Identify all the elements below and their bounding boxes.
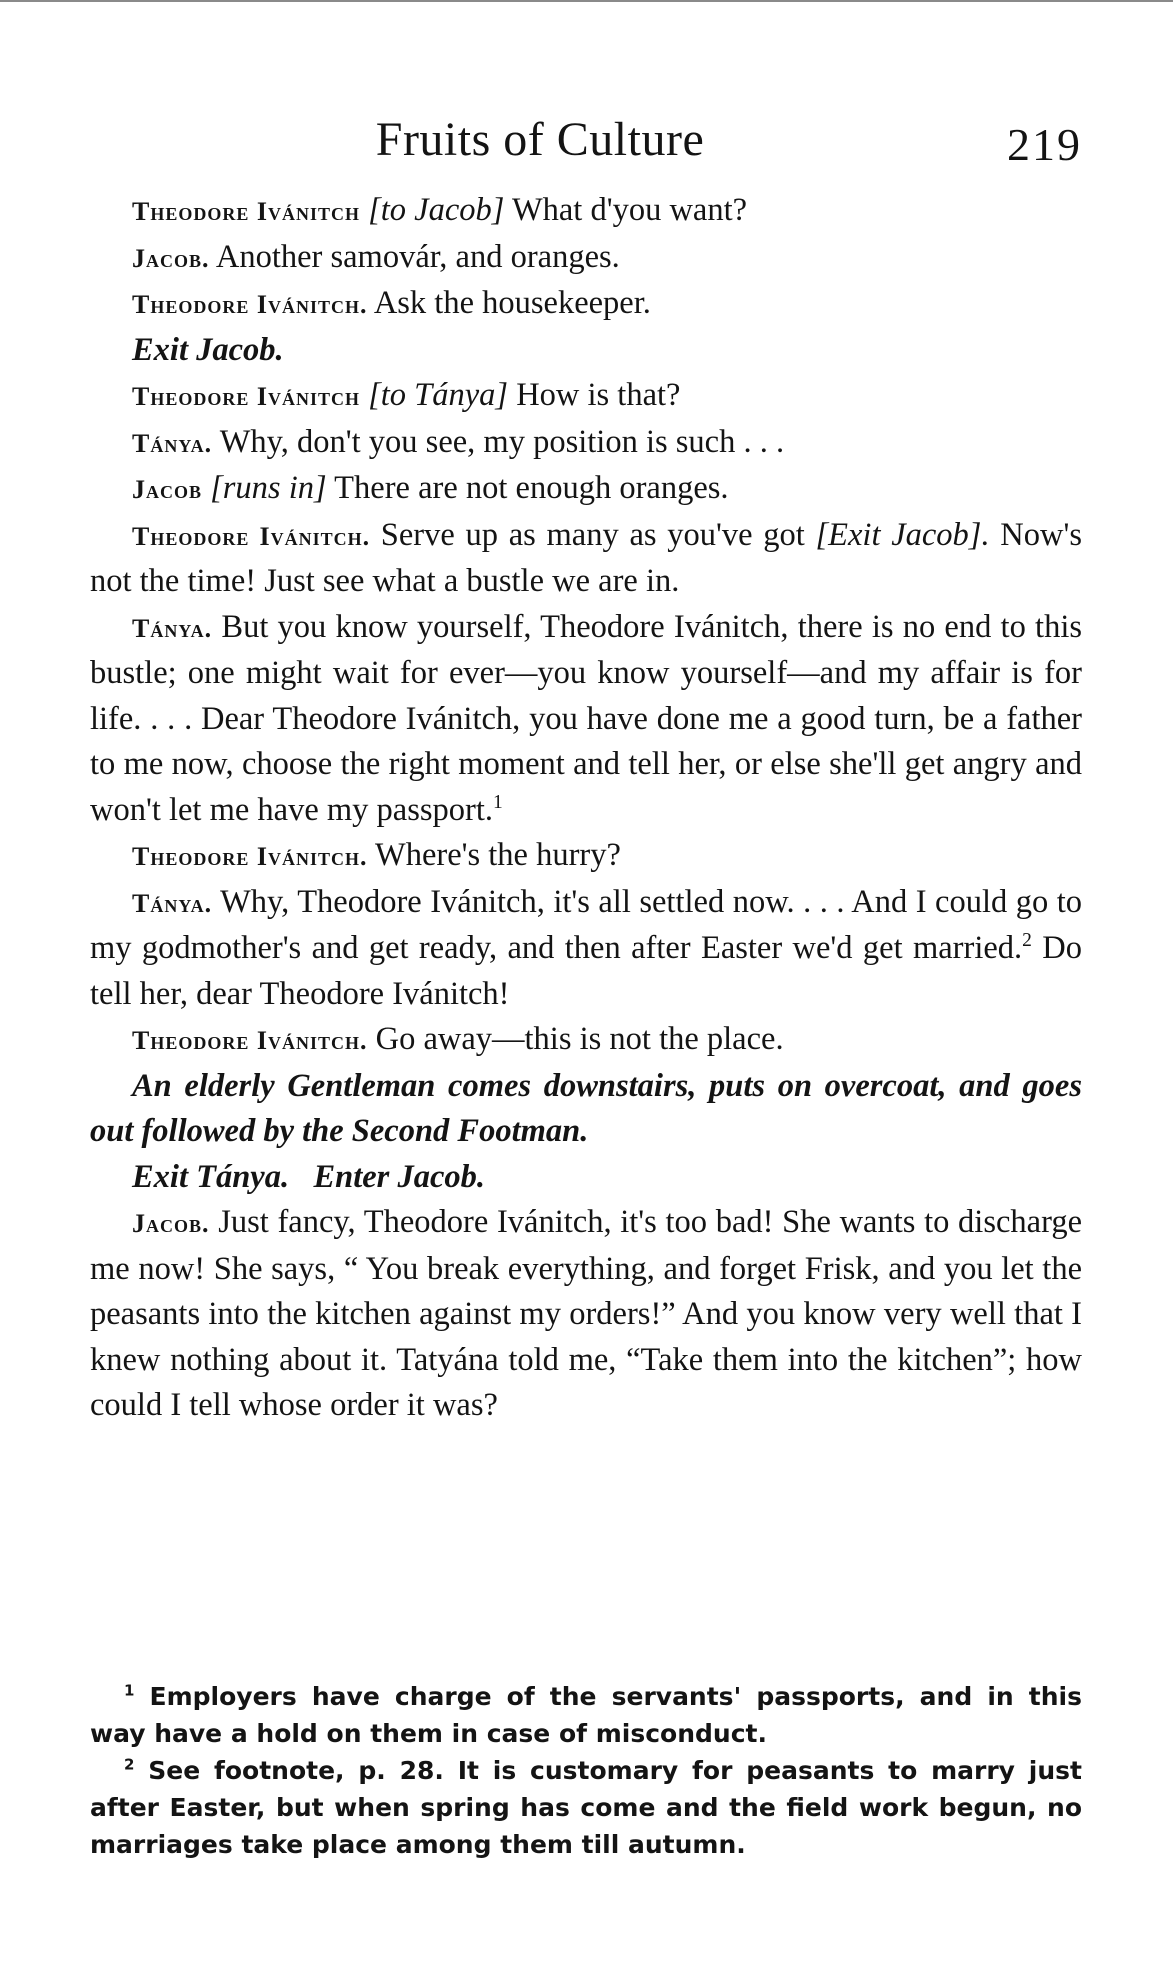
- stage-direction: [to Jacob]: [368, 192, 505, 228]
- footnote-text: See footnote, p. 28. It is customary for peasants to marry just after Easter, but when spring has come and the field work begun, no marriages take place among them till autumn.: [90, 1756, 1082, 1859]
- speaker-name: Theodore Ivánitch.: [132, 842, 368, 871]
- stage-direction-line: [90, 1064, 1082, 1155]
- speech-line: [90, 880, 1082, 1018]
- stage-direction: An elderly Gentleman comes downstairs, puts on overcoat, and goes out followed by the Second Footman.: [90, 1067, 1082, 1149]
- page-number: 219: [1007, 119, 1082, 170]
- speech-text: Now's not the time! Just see what a bustle we are in.: [90, 516, 1082, 599]
- speech-text: Just fancy, Theodore Ivánitch, it's too bad! She wants to discharge me now! She says, “ You break everything, and forget Frisk, and you let the peasants into the kitchen against my orders!” And you know very well that I knew nothing about it. Tatyána told me, “Take them into the kitchen”; how could I tell whose order it was?: [90, 1204, 1082, 1423]
- speaker-name: Tánya.: [132, 613, 213, 643]
- speech-line: [90, 513, 1082, 605]
- speech-line: [90, 833, 1082, 880]
- speaker-name: Jacob.: [132, 243, 210, 273]
- page-top-edge: [0, 0, 1173, 2]
- speaker-name: Jacob: [132, 475, 203, 504]
- speech-text: Do tell her, dear Theodore Ivánitch!: [90, 930, 1082, 1012]
- speech-text: Why, don't you see, my position is such . . .: [212, 423, 785, 460]
- speech-text: But you know yourself, Theodore Ivánitch, there is no end to this bustle; one might wait for ever—you know yourself—and my affair is for life. . . . Dear Theodore Ivánitch, you have done me a good turn, be a father to me now, choose the right moment and tell her, or else she'll get angry and won't let me have my passport.: [90, 608, 1082, 828]
- speaker-name: Tánya.: [132, 888, 213, 918]
- speech-text: Another samovár, and oranges.: [209, 238, 620, 275]
- running-header: [90, 112, 1082, 178]
- stage-direction: Exit Jacob.: [132, 331, 284, 368]
- footnote-ref: 2: [1022, 930, 1032, 952]
- speaker-name: Theodore Ivánitch.: [132, 521, 371, 551]
- footnote-mark: 1: [124, 1681, 135, 1700]
- speaker-name: Jacob.: [132, 1209, 210, 1238]
- speech-line: [90, 605, 1082, 834]
- footnote-text: Employers have charge of the servants' passports, and in this way have a hold on them in case of misconduct.: [90, 1682, 1082, 1748]
- speech-text: Where's the hurry?: [367, 837, 621, 873]
- footnote-mark: 2: [124, 1755, 135, 1774]
- speaker-name: Theodore Ivánitch.: [132, 1026, 368, 1055]
- speech-text: Go away—this is not the place.: [367, 1021, 784, 1057]
- stage-direction-line: [90, 1155, 1082, 1201]
- speech-line: [90, 420, 1082, 467]
- stage-direction: [runs in]: [210, 470, 327, 506]
- speech-line: [90, 188, 1082, 235]
- speech-line: [90, 466, 1082, 513]
- speech-text: Why, Theodore Ivánitch, it's all settled now. . . . And I could go to my godmother's and get ready, and then after Easter we'd get married.: [90, 883, 1082, 966]
- stage-direction: Exit Tánya.: [132, 1158, 290, 1195]
- footnote-ref: 1: [493, 791, 503, 813]
- speaker-name: Theodore Ivánitch: [132, 382, 360, 411]
- footnote: [90, 1752, 1082, 1863]
- speech-text: Ask the housekeeper.: [367, 285, 651, 321]
- footnotes: [90, 1678, 1082, 1863]
- stage-direction: Enter Jacob.: [313, 1158, 485, 1195]
- speaker-name: Theodore Ivánitch.: [132, 290, 368, 319]
- speech-text: There are not enough oranges.: [326, 470, 729, 506]
- speech-line: [90, 235, 1082, 282]
- speech-text: Serve up as many as you've got: [370, 516, 816, 553]
- speech-line: [90, 1200, 1082, 1429]
- stage-direction: [Exit Jacob].: [815, 516, 990, 553]
- stage-direction: [to Tánya]: [368, 377, 509, 413]
- speech-text: How is that?: [508, 377, 681, 413]
- speech-text: What d'you want?: [504, 192, 748, 228]
- play-text: [90, 188, 1082, 1429]
- stage-direction-line: [90, 328, 1082, 374]
- footnote: [90, 1678, 1082, 1752]
- speech-line: [90, 373, 1082, 420]
- speech-line: [90, 281, 1082, 328]
- running-title: Fruits of Culture: [375, 113, 705, 166]
- speaker-name: Theodore Ivánitch: [132, 197, 360, 226]
- speaker-name: Tánya.: [132, 428, 213, 458]
- speech-line: [90, 1017, 1082, 1064]
